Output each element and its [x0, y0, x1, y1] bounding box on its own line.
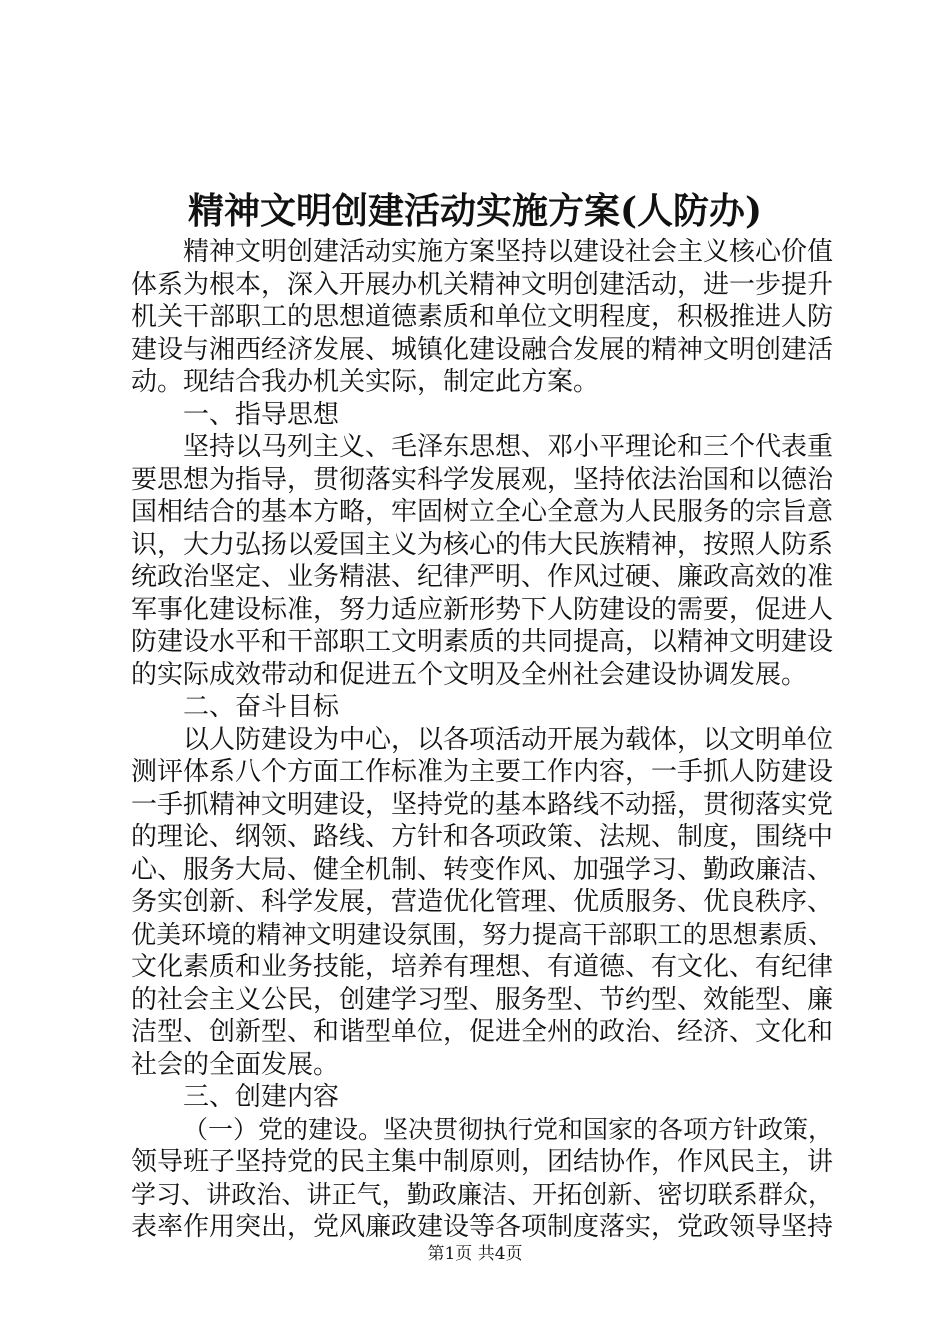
page-footer: [0, 1242, 950, 1266]
text-line: 领导班子坚持党的民主集中制原则，团结协作，作风民主，讲: [131, 1147, 834, 1177]
page-number: 第1页 共4页: [427, 1244, 523, 1264]
text-line: 文化素质和业务技能，培养有理想、有道德、有文化、有纪律: [131, 952, 834, 982]
text-line: 二、奋斗目标: [183, 692, 340, 722]
text-line: 精神文明创建活动实施方案坚持以建设社会主义核心价值: [183, 237, 834, 267]
text-line: 学习、讲政治、讲正气，勤政廉洁、开拓创新、密切联系群众，: [131, 1179, 833, 1209]
document-body: [131, 236, 833, 1244]
text-line: 的实际成效带动和促进五个文明及全州社会建设协调发展。: [131, 659, 808, 690]
text-line: 体系为根本，深入开展办机关精神文明创建活动，进一步提升: [131, 269, 834, 300]
text-line: 测评体系八个方面工作标准为主要工作内容，一手抓人防建设: [131, 757, 834, 787]
text-line: 统政治坚定、业务精湛、纪律严明、作风过硬、廉政高效的准: [131, 562, 834, 592]
document-title: 精神文明创建活动实施方案(人防办): [187, 190, 763, 232]
text-line: 社会的全面发展。: [131, 1049, 340, 1080]
text-line: 坚持以马列主义、毛泽东思想、邓小平理论和三个代表重: [183, 432, 834, 462]
text-line: 建设与湘西经济发展、城镇化建设融合发展的精神文明创建活: [131, 334, 834, 365]
text-line: 机关干部职工的思想道德素质和单位文明程度，积极推进人防: [131, 302, 834, 332]
text-line: 军事化建设标准，努力适应新形势下人防建设的需要，促进人: [131, 594, 834, 625]
text-line: 洁型、创新型、和谐型单位，促进全州的政治、经济、文化和: [131, 1017, 834, 1047]
text-line: 的理论、纲领、路线、方针和各项政策、法规、制度，围绕中: [131, 822, 834, 852]
text-line: 动。现结合我办机关实际，制定此方案。: [131, 367, 600, 397]
text-line: 一、指导思想: [183, 399, 340, 430]
text-line: 国相结合的基本方略，牢固树立全心全意为人民服务的宗旨意: [131, 497, 834, 527]
text-line: 心、服务大局、健全机制、转变作风、加强学习、勤政廉洁、: [131, 854, 834, 885]
text-line: 务实创新、科学发展，营造优化管理、优质服务、优良秩序、: [131, 887, 834, 917]
text-line: 一手抓精神文明建设，坚持党的基本路线不动摇，贯彻落实党: [131, 789, 834, 820]
text-line: 要思想为指导，贯彻落实科学发展观，坚持依法治国和以德治: [131, 464, 834, 495]
text-line: 三、创建内容: [183, 1082, 340, 1112]
text-line: 识，大力弘扬以爱国主义为核心的伟大民族精神，按照人防系: [131, 529, 834, 560]
text-line: 表率作用突出，党风廉政建设等各项制度落实，党政领导坚持: [131, 1212, 834, 1242]
text-line: 以人防建设为中心，以各项活动开展为载体，以文明单位: [183, 724, 834, 755]
text-line: （一）党的建设。坚决贯彻执行党和国家的各项方针政策，: [183, 1114, 834, 1144]
text-line: 优美环境的精神文明建设氛围，努力提高干部职工的思想素质、: [131, 919, 833, 949]
text-line: 防建设水平和干部职工文明素质的共同提高，以精神文明建设: [131, 627, 834, 657]
text-line: 的社会主义公民，创建学习型、服务型、节约型、效能型、廉: [131, 984, 834, 1015]
